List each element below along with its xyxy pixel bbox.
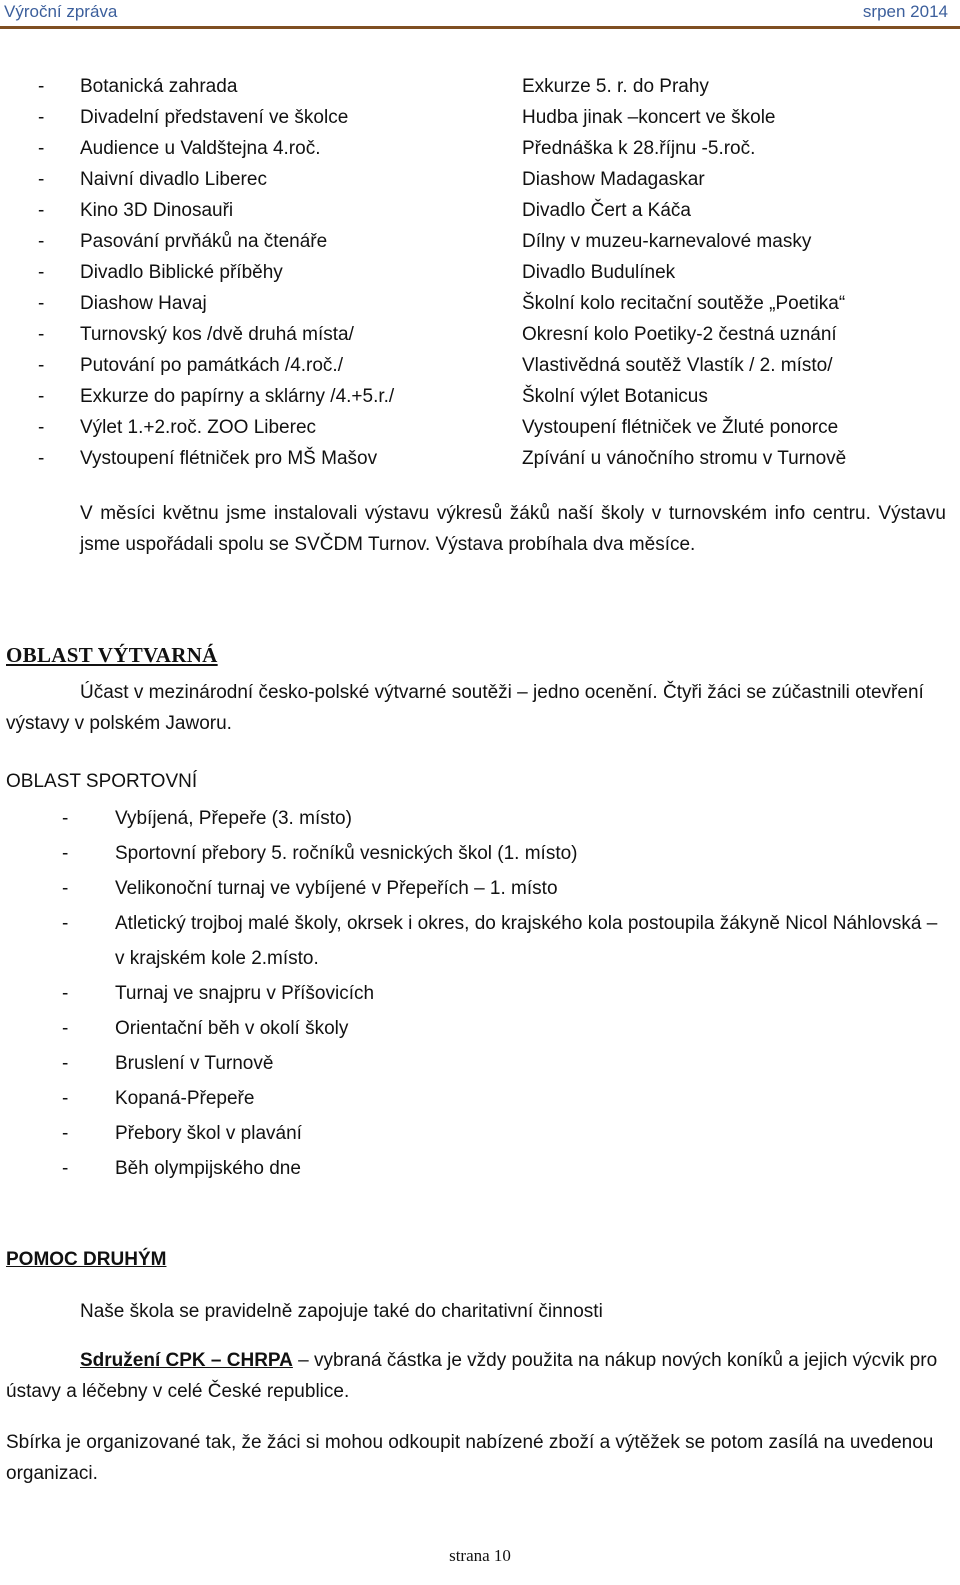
list-item-text: Putování po památkách /4.roč./	[80, 355, 343, 376]
exhibition-paragraph: V měsíci květnu jsme instalovali výstavu výkresů žáků naší školy v turnovském info centru. Výstavu jsme uspořádali spolu se SVČDM Turnov. Výstava probíhala dva měsíce.	[80, 503, 946, 555]
list-item-text: Hudba jinak –koncert ve škole	[522, 107, 776, 128]
list-item	[522, 381, 952, 412]
list-item	[522, 350, 952, 381]
list-item-text: Orientační běh v okolí školy	[115, 1018, 349, 1039]
list-item-text: Divadlo Biblické příběhy	[80, 262, 283, 283]
list-item-text: Výlet 1.+2.roč. ZOO Liberec	[80, 417, 317, 438]
list-item	[38, 288, 508, 319]
list-dash: -	[62, 983, 69, 1004]
page-header	[0, 0, 960, 29]
list-item-text: Vystoupení flétniček ve Žluté ponorce	[522, 417, 839, 438]
list-dash: -	[38, 386, 45, 407]
list-item	[62, 871, 942, 906]
list-item	[38, 102, 508, 133]
help-intro: Naše škola se pravidelně zapojuje také do charitativní činnosti	[80, 1301, 603, 1322]
list-dash: -	[62, 1053, 69, 1074]
list-dash: -	[38, 293, 45, 314]
list-item-text: Pasování prvňáků na čtenáře	[80, 231, 328, 252]
art-section-text: Účast v mezinárodní česko-polské výtvarné soutěži – jedno ocenění. Čtyři žáci se zúčastnili otevření výstavy v polském Jaworu.	[6, 682, 924, 734]
activities-right-column	[522, 71, 952, 474]
list-item	[38, 226, 508, 257]
list-dash: -	[38, 138, 45, 159]
list-item-text: Atletický trojboj malé školy, okrsek i okres, do krajského kola postoupila žákyně Nicol Náhlovská – v krajském kole 2.místo.	[115, 913, 938, 969]
document-date: srpen 2014	[862, 2, 948, 21]
list-item-text: Školní kolo recitační soutěže „Poetika“	[522, 293, 846, 314]
list-item-text: Kopaná-Přepeře	[115, 1088, 255, 1109]
list-item	[62, 1116, 942, 1151]
list-item	[522, 71, 952, 102]
list-item	[38, 133, 508, 164]
list-item-text: Audience u Valdštejna 4.roč.	[80, 138, 321, 159]
list-dash: -	[38, 262, 45, 283]
list-item-text: Vybíjená, Přepeře (3. místo)	[115, 808, 352, 829]
list-item	[62, 801, 942, 836]
list-item	[522, 319, 952, 350]
sport-list	[62, 801, 942, 1186]
list-item-text: Turnovský kos /dvě druhá místa/	[80, 324, 354, 345]
list-item	[38, 164, 508, 195]
help-org-paragraph	[6, 1345, 946, 1407]
list-item-text: Kino 3D Dinosauři	[80, 200, 234, 221]
list-item-text: Turnaj ve snajpru v Příšovicích	[115, 983, 375, 1004]
list-item	[62, 976, 942, 1011]
document-title: Výroční zpráva	[4, 2, 118, 21]
list-item-text: Bruslení v Turnově	[115, 1053, 274, 1074]
list-item	[522, 257, 952, 288]
org-name: Sdružení CPK – CHRPA	[80, 1350, 293, 1371]
list-item-text: Divadlo Budulínek	[522, 262, 676, 283]
list-item	[38, 350, 508, 381]
help-section-heading: POMOC DRUHÝM	[6, 1249, 167, 1270]
list-item-text: Diashow Madagaskar	[522, 169, 705, 190]
list-item	[522, 443, 952, 474]
list-item-text: Vystoupení flétniček pro MŠ Mašov	[80, 448, 378, 469]
list-dash: -	[62, 843, 69, 864]
list-dash: -	[62, 1018, 69, 1039]
list-item	[38, 319, 508, 350]
list-item-text: Zpívání u vánočního stromu v Turnově	[522, 448, 847, 469]
list-dash: -	[38, 200, 45, 221]
list-item	[522, 164, 952, 195]
list-dash: -	[38, 355, 45, 376]
list-dash: -	[62, 1123, 69, 1144]
list-dash: -	[38, 169, 45, 190]
list-item	[62, 1011, 942, 1046]
list-dash: -	[38, 324, 45, 345]
list-dash: -	[38, 448, 45, 469]
list-item-text: Vlastivědná soutěž Vlastík / 2. místo/	[522, 355, 833, 376]
list-item	[522, 102, 952, 133]
list-item-text: Exkurze 5. r. do Prahy	[522, 76, 709, 97]
list-item	[522, 412, 952, 443]
list-item-text: Dílny v muzeu-karnevalové masky	[522, 231, 812, 252]
list-item	[62, 836, 942, 871]
list-item	[522, 226, 952, 257]
art-section-heading: OBLAST VÝTVARNÁ	[6, 643, 218, 667]
list-dash: -	[62, 1088, 69, 1109]
page-number: strana 10	[449, 1546, 511, 1565]
list-dash: -	[62, 913, 69, 934]
list-item-text: Divadlo Čert a Káča	[522, 200, 691, 221]
list-item	[522, 195, 952, 226]
list-item	[62, 1046, 942, 1081]
activities-left-column	[38, 71, 508, 474]
org-description: – vybraná částka je vždy použita na nákup nových koníků a jejich výcvik pro ústavy a léčebny v celé České republice.	[6, 1350, 938, 1402]
list-item-text: Přebory škol v plavání	[115, 1123, 302, 1144]
list-item-text: Botanická zahrada	[80, 76, 238, 97]
list-item-text: Divadelní představení ve školce	[80, 107, 349, 128]
list-item	[38, 412, 508, 443]
list-item	[38, 71, 508, 102]
list-item-text: Naivní divadlo Liberec	[80, 169, 267, 190]
list-item-text: Okresní kolo Poetiky-2 čestná uznání	[522, 324, 837, 345]
list-item	[62, 906, 942, 976]
list-item-text: Velikonoční turnaj ve vybíjené v Přepeřích – 1. místo	[115, 878, 558, 899]
list-item	[522, 288, 952, 319]
list-item	[38, 443, 508, 474]
list-item	[38, 381, 508, 412]
list-item	[522, 133, 952, 164]
list-item	[62, 1151, 942, 1186]
list-item-text: Školní výlet Botanicus	[522, 386, 708, 407]
list-item-text: Běh olympijského dne	[115, 1158, 301, 1179]
list-item-text: Sportovní přebory 5. ročníků vesnických škol (1. místo)	[115, 843, 578, 864]
list-dash: -	[38, 417, 45, 438]
list-item	[38, 257, 508, 288]
list-item-text: Přednáška k 28.říjnu -5.roč.	[522, 138, 756, 159]
list-dash: -	[38, 76, 45, 97]
list-item-text: Diashow Havaj	[80, 293, 207, 314]
list-item	[38, 195, 508, 226]
sport-section-heading: OBLAST SPORTOVNÍ	[6, 771, 198, 792]
list-dash: -	[38, 107, 45, 128]
help-collection-paragraph: Sbírka je organizované tak, že žáci si mohou odkoupit nabízené zboží a výtěžek se potom zasílá na uvedenou organizaci.	[6, 1432, 934, 1484]
list-dash: -	[62, 878, 69, 899]
list-dash: -	[38, 231, 45, 252]
list-dash: -	[62, 1158, 69, 1179]
list-item-text: Exkurze do papírny a sklárny /4.+5.r./	[80, 386, 395, 407]
list-dash: -	[62, 808, 69, 829]
list-item	[62, 1081, 942, 1116]
